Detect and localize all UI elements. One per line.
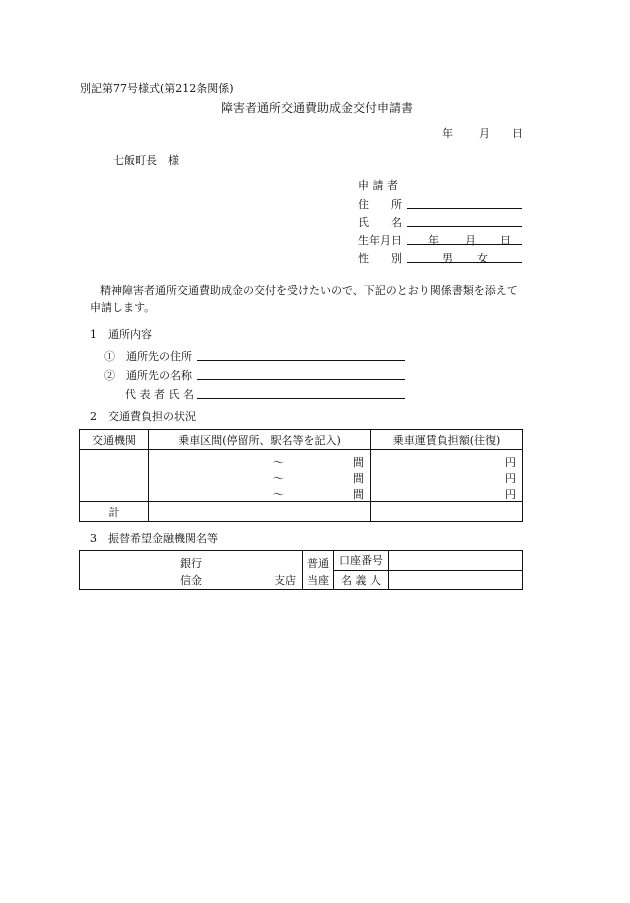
shinkin-label: 信金 xyxy=(180,574,202,587)
header-fare: 乗車運賃負担額(往復) xyxy=(371,430,523,450)
account-type-cell[interactable] xyxy=(303,551,334,590)
bank-name-cell[interactable] xyxy=(80,551,303,590)
section2-heading: 2 交通費負担の状況 xyxy=(90,410,196,423)
section1-heading: 1 通所内容 xyxy=(90,328,152,341)
fare-yen-1: 円 xyxy=(505,455,516,469)
addressee: 七飯町長 様 xyxy=(113,154,179,167)
bank-table xyxy=(79,550,523,590)
toza-option[interactable]: 当座 xyxy=(307,574,329,587)
total-row xyxy=(80,502,523,522)
header-transport: 交通機関 xyxy=(80,430,149,450)
header-route: 乗車区間(停留所、駅名等を記入) xyxy=(149,430,371,450)
route-tilde-2: 〜 xyxy=(273,471,284,485)
facility-address-label: ① 通所先の住所 xyxy=(104,350,192,363)
document-title: 障害者通所交通費助成金交付申請書 xyxy=(221,101,414,115)
branch-label: 支店 xyxy=(274,574,296,587)
name-label: 氏 名 xyxy=(358,216,402,229)
date-day-label: 日 xyxy=(512,127,523,140)
address-label: 住 所 xyxy=(358,198,402,211)
facility-address-field[interactable] xyxy=(197,360,405,361)
total-fare-cell[interactable] xyxy=(371,502,523,522)
account-number-label: 口座番号 xyxy=(334,551,389,571)
bank-label: 銀行 xyxy=(180,557,202,570)
route-between-1: 間 xyxy=(353,455,364,469)
table-header-row xyxy=(80,430,523,450)
transport-cost-table xyxy=(79,429,523,522)
account-number-field[interactable] xyxy=(389,551,523,571)
account-holder-label: 名 義 人 xyxy=(334,570,389,590)
total-label: 計 xyxy=(80,502,149,522)
facility-name-label: ② 通所先の名称 xyxy=(104,369,192,382)
route-between-3: 間 xyxy=(353,487,364,501)
birth-year-label: 年 xyxy=(428,234,439,247)
body-text-line2: 申請します。 xyxy=(90,301,156,314)
total-route-cell[interactable] xyxy=(149,502,371,522)
birthdate-label: 生年月日 xyxy=(358,234,402,247)
form-reference: 別記第77号様式(第212条関係) xyxy=(80,82,234,95)
route-cell[interactable] xyxy=(149,450,371,502)
sex-female-option[interactable]: 女 xyxy=(477,252,488,265)
route-tilde-1: 〜 xyxy=(273,455,284,469)
fare-yen-2: 円 xyxy=(505,471,516,485)
section3-heading: 3 振替希望金融機関名等 xyxy=(90,532,218,545)
date-month-label: 月 xyxy=(479,127,490,140)
sex-field-underline xyxy=(407,262,522,263)
birthdate-field[interactable] xyxy=(407,244,522,245)
futsu-option[interactable]: 普通 xyxy=(307,557,329,570)
account-holder-field[interactable] xyxy=(389,570,523,590)
birth-month-label: 月 xyxy=(465,234,476,247)
body-text-line1: 精神障害者通所交通費助成金の交付を受けたいので、下記のとおり関係書類を添えて xyxy=(100,284,518,297)
fare-cell[interactable] xyxy=(371,450,523,502)
transport-cell[interactable] xyxy=(80,450,149,502)
table-row xyxy=(80,450,523,502)
sex-label: 性 別 xyxy=(358,252,402,265)
address-field[interactable] xyxy=(407,208,522,209)
representative-field[interactable] xyxy=(197,398,405,399)
sex-male-option[interactable]: 男 xyxy=(442,252,453,265)
name-field[interactable] xyxy=(407,226,522,227)
route-tilde-3: 〜 xyxy=(273,487,284,501)
applicant-heading: 申 請 者 xyxy=(358,179,398,192)
route-between-2: 間 xyxy=(353,471,364,485)
fare-yen-3: 円 xyxy=(505,487,516,501)
birth-day-label: 日 xyxy=(500,234,511,247)
facility-name-field[interactable] xyxy=(197,379,405,380)
representative-label: 代 表 者 氏 名 xyxy=(125,388,194,401)
date-year-label: 年 xyxy=(442,127,453,140)
